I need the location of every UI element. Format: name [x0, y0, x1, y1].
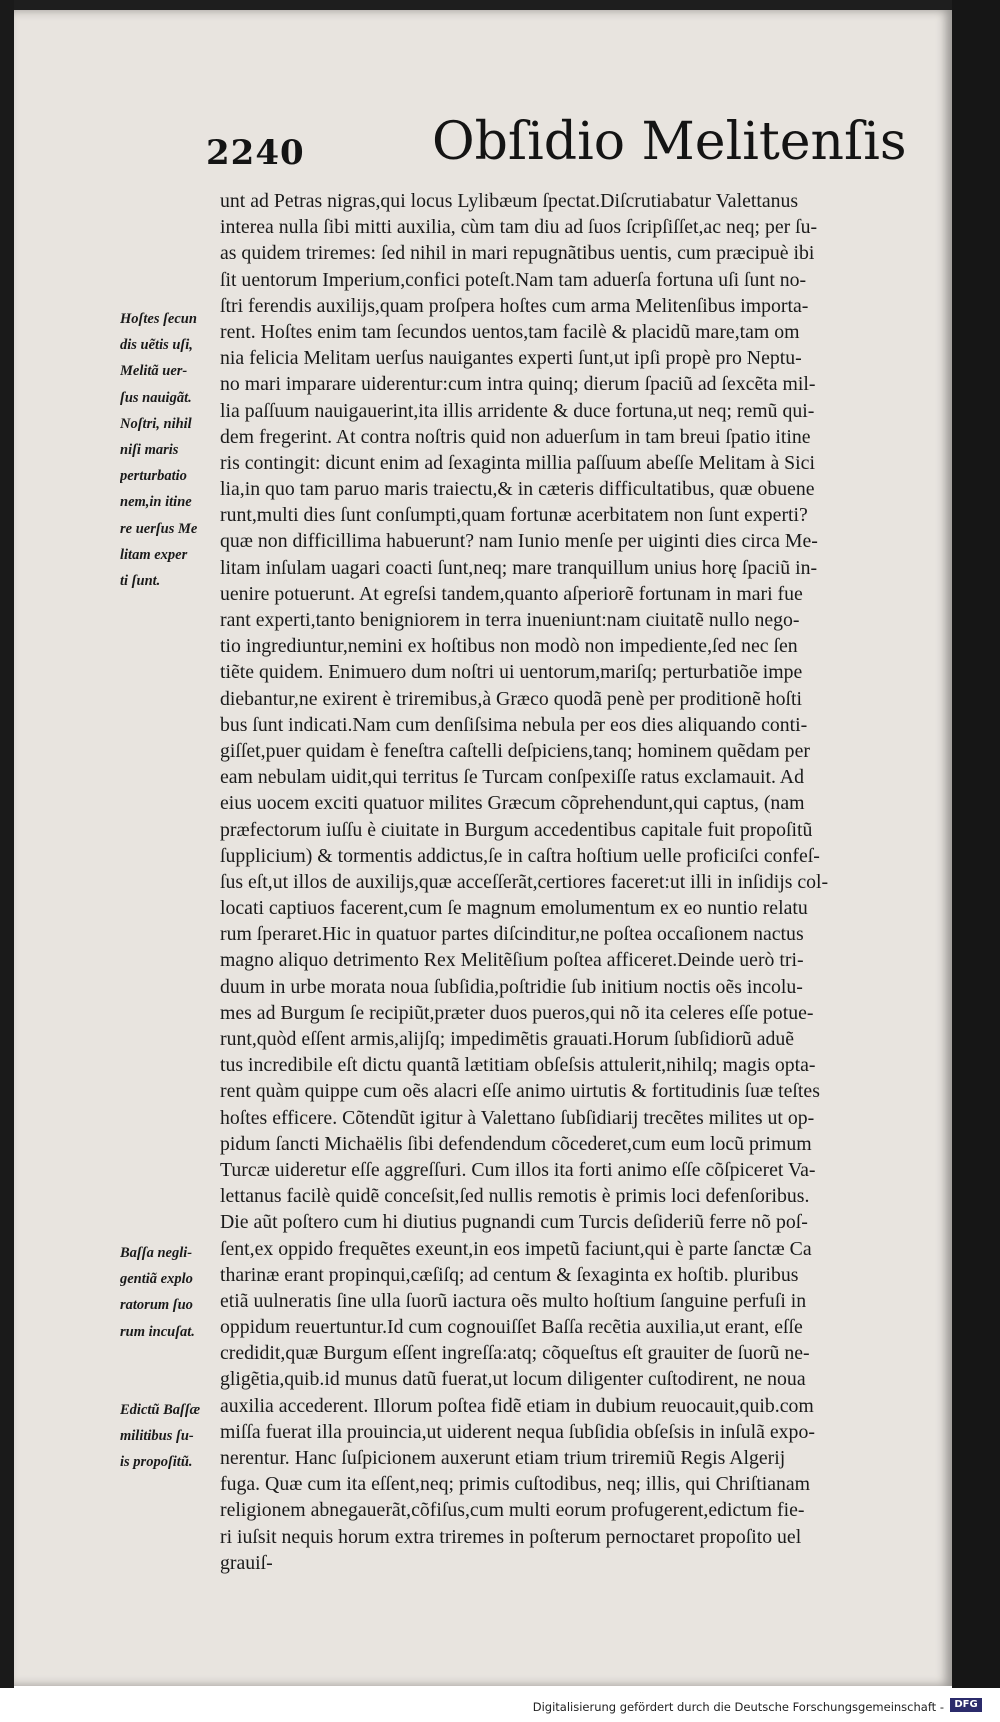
text-line: etiã uulneratis ſine ulla ſuorũ iactura oẽs multo hoſtium ſanguine perfuſi in	[220, 1289, 807, 1312]
marginal-note-line: re uerſus Me	[120, 520, 198, 537]
text-line: eam nebulam uidit,qui territus ſe Turcam conſpexiſſe ratus exclamauit. Ad	[220, 766, 804, 789]
text-line: duum in urbe morata noua ſubſidia,poſtridie ſub initium noctis oẽs incolu-	[220, 975, 803, 998]
marginal-note-line: Melitã uer-	[120, 363, 188, 380]
text-line: mes ad Burgum ſe recipiũt,præter duos pueros,qui nõ ita celeres eſſe potue-	[220, 1001, 814, 1024]
marginal-note-line: dis uẽtis uſi,	[120, 337, 193, 354]
marginal-note-line: is propoſitũ.	[120, 1454, 193, 1471]
text-line: rent. Hoſtes enim tam ſecundos uentos,tam facilè & placidũ mare,tam om	[220, 320, 800, 343]
text-line: tio ingrediuntur,nemini ex hoſtibus non modò non impediente,ſed nec ſen	[220, 635, 798, 658]
marginal-note-line: niſi maris	[120, 441, 179, 458]
marginal-note-line: ſus nauigãt.	[120, 389, 192, 406]
text-line: bus ſunt indicati.Nam cum denſiſsima nebula per eos dies aliquando conti-	[220, 713, 808, 736]
page-number: 2240	[206, 133, 305, 173]
marginal-note	[120, 306, 222, 594]
text-line: diebantur,ne exirent è triremibus,à Græco quodã penè per proditionẽ hoſti	[220, 687, 803, 710]
text-line: runt,quòd eſſent armis,alijſq; impedimẽtis grauati.Horum ſubſidiorũ aduẽ	[220, 1028, 795, 1050]
text-line: lia paſſuum nauigauerint,ita illis arridente & duce fortuna,ut neq; remũ qui-	[220, 399, 815, 422]
funding-credit: Digitalisierung gefördert durch die Deutsche Forschungsgemeinschaft -	[532, 1700, 944, 1714]
text-line: lettanus facilè quidẽ conceſsit,ſed nullis remotis è primis loci defenſoribus.	[220, 1185, 810, 1208]
text-line: ſus eſt,ut illos de auxilijs,quæ acceſſerãt,certiores faceret:ut illi in inſidijs col-	[220, 870, 829, 893]
marginal-note-line: ti ſunt.	[120, 572, 161, 589]
text-line: tharinæ erant propinqui,cæſiſq; ad centum & ſexaginta ex hoſtib. pluribus	[220, 1263, 799, 1286]
text-line: ſupplicium) & tormentis addictus,ſe in caſtra hoſtium uelle proficiſci confeſ-	[220, 844, 820, 867]
text-line: rum ſperaret.Hic in quatuor partes diſcinditur,ne poſtea occaſionem nactus	[220, 923, 804, 946]
footer	[0, 1688, 1000, 1722]
marginal-note-line: gentiã explo	[120, 1271, 193, 1288]
text-line: giſſet,puer quidam è feneſtra caſtelli deſpiciens,tanq; hominem quẽdam per	[220, 739, 810, 762]
marginal-note-line: militibus ſu-	[120, 1428, 194, 1445]
marginal-note-line: Noſtri, nihil	[120, 415, 192, 432]
text-line: rent quàm quippe cum oẽs alacri eſſe animo uirtutis & fortitudinis ſuæ teſtes	[220, 1080, 820, 1103]
text-line: tus incredibile eſt dictu quantã lætitiam obſeſsis attulerit,nihilq; magis opta-	[220, 1054, 816, 1077]
text-line: hoſtes efficere. Cõtendũt igitur à Valettano ſubſidiarij trecẽtes milites ut op-	[220, 1106, 815, 1129]
text-line: magno aliquo detrimento Rex Melitẽſium poſtea afficeret.Deinde uerò tri-	[220, 949, 804, 972]
marginal-note-line: litam exper	[120, 546, 188, 563]
marginal-note-line: Edictũ Baſſæ	[120, 1402, 201, 1418]
marginal-note	[120, 1240, 222, 1345]
text-line: ſent,ex oppido frequẽtes exeunt,in eos impetũ faciunt,qui è parte ſanctæ Ca	[220, 1237, 812, 1260]
text-line: unt ad Petras nigras,qui locus Lylibæum ſpectat.Diſcrutiabatur Valettanus	[220, 190, 799, 212]
text-line: fuga. Quæ cum ita eſſent,neq; primis cuſtodibus, neq; illis, qui Chriſtianam	[220, 1473, 811, 1496]
text-line: dem fregerint. At contra noſtris quid non aduerſum in tam breui ſpatio itine	[220, 425, 811, 448]
text-line: ſit uentorum Imperium,confici poteſt.Nam tam aduerſa fortuna uſi ſunt no-	[220, 268, 807, 291]
text-line: ſtri ferendis auxilijs,quam proſpera hoſtes cum arma Melitenſibus importa-	[220, 294, 809, 317]
marginal-note-line: ratorum ſuo	[120, 1297, 193, 1314]
text-line: nerentur. Hanc ſuſpicionem auxerunt etiam trium triremiũ Regis Algerij	[220, 1447, 786, 1469]
text-line: litam inſulam uagari coacti ſunt,neq; mare tranquillum unius horę ſpaciũ in-	[220, 556, 818, 579]
marginal-note	[120, 1397, 222, 1476]
dfg-logo: DFG	[950, 1698, 982, 1712]
text-line: ris contingit: dicunt enim ad ſexaginta millia paſſuum abeſſe Melitam à Sici	[220, 451, 815, 474]
text-line: gligẽtia,quib.id munus datũ fuerat,ut locum diligenter cuſtodirent, ne noua	[220, 1368, 806, 1391]
text-line: præfectorum iuſſu è ciuitate in Burgum accedentibus capitale fuit propoſitũ	[220, 818, 813, 841]
text-line: nia felicia Melitam uerſus nauigantes experti ſunt,ut ipſi propè pro Neptu-	[220, 347, 802, 370]
text-line: uenire potuerunt. At egreſsi tandem,quanto aſperiorẽ fortunam in mari fue	[220, 582, 803, 605]
text-line: runt,multi dies ſunt conſumpti,quam fortunæ acerbitatem non ſunt experti?	[220, 504, 808, 527]
text-line: tiẽte quidem. Enimuero dum noſtri ui uentorum,mariſq; perturbatiõe impe	[220, 661, 803, 684]
text-line: as quidem triremes: ſed nihil in mari repugnãtibus uentis, cum præcipuè ibi	[220, 242, 815, 265]
text-line: eius uocem exciti quatuor milites Græcum cõprehendunt,qui captus, (nam	[220, 792, 805, 815]
text-line: oppidum reuertuntur.Id cum cognouiſſet Baſſa recẽtia auxilia,ut erant, eſſe	[220, 1316, 803, 1339]
marginal-note-line: Hoſtes ſecun	[120, 311, 197, 327]
text-line: religionem abnegauerãt,cõfiſus,cum multi eorum profugerent,edictum fie-	[220, 1499, 805, 1522]
marginal-note-line: nem,in itine	[120, 494, 192, 511]
text-line: no mari imparare uiderentur:cum intra quinq; dierum ſpaciũ ad ſexcẽta mil-	[220, 373, 816, 396]
text-line: quæ non difficillima habuerunt? nam Iunio menſe per uiginti dies circa Me-	[220, 530, 818, 553]
marginal-note-line: perturbatio	[120, 468, 187, 485]
text-line: miſſa fuerat illa prouincia,ut uiderent nequa ſubſidia obſeſsis in inſulã expo-	[220, 1420, 815, 1443]
text-line: rant experti,tanto benigniorem in terra inueniunt:nam ciuitatẽ nullo nego-	[220, 609, 800, 631]
text-line: locati captiuos facerent,cum ſe magnum emolumentum ex eo nuntio relatu	[220, 897, 808, 920]
marginal-note-line: Baſſa negli-	[120, 1245, 193, 1261]
scan-edge-top	[0, 0, 1000, 10]
text-line: lia,in quo tam paruo maris traiectu,& in cæteris difficultatibus, quæ obuene	[220, 478, 815, 501]
text-line: interea nulla ſibi mitti auxilia, cùm tam diu ad ſuos ſcripſiſſet,ac neq; per ſu-	[220, 216, 818, 239]
body-text	[220, 188, 960, 1576]
scan-edge-left	[0, 0, 14, 1688]
text-line: Die aũt poſtero cum hi diutius pugnandi cum Turcis deſideriũ ferre nõ poſ-	[220, 1211, 808, 1234]
text-line: auxilia accederent. Illorum poſtea fidẽ etiam in dubium reuocauit,quib.com	[220, 1394, 814, 1417]
text-line: pidum ſancti Michaëlis ſibi defendendum cõcederet,cum eum locũ primum	[220, 1132, 812, 1155]
running-title: Obſidio Melitenſis	[432, 112, 907, 172]
marginal-note-line: rum incuſat.	[120, 1323, 195, 1340]
text-line: grauiſ-	[220, 1551, 273, 1574]
text-line: credidit,quæ Burgum eſſent ingreſſa:atq; cõqueſtus eſt grauiter de ſuorũ ne-	[220, 1342, 810, 1365]
text-line: ri iuſsit nequis horum extra triremes in poſterum pernoctaret propoſito uel	[220, 1525, 802, 1548]
text-line: Turcæ uideretur eſſe aggreſſuri. Cum illos ita forti animo eſſe cõſpiceret Va-	[220, 1158, 816, 1181]
